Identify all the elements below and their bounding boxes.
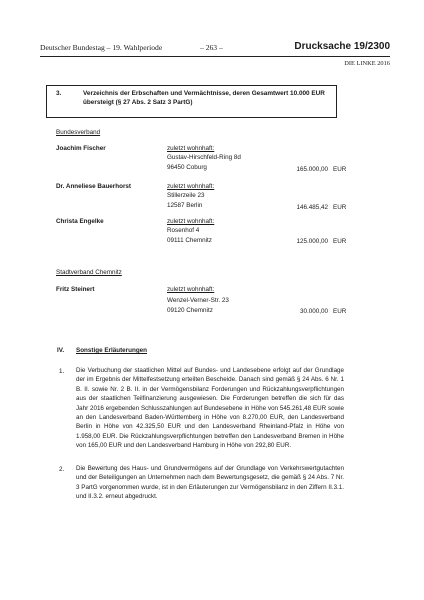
amount: 125.000,00: [296, 238, 328, 245]
group-heading-stadtverband: Stadtverband Chemnitz: [56, 269, 122, 276]
section-4-title: Sonstige Erläuterungen: [76, 347, 148, 354]
currency: EUR: [333, 204, 347, 211]
person-name: Christa Engelke: [56, 218, 104, 225]
section-4-number: IV.: [57, 347, 65, 354]
group-heading-bundesverband: Bundesverband: [56, 129, 101, 136]
paragraph-number: 2.: [59, 466, 65, 473]
section-3-title: Verzeichnis der Erbschaften und Vermächtnisse, deren Gesamtwert 10.000 EUR übersteigt (§ 27 Abs. 2 Satz 3 PartG): [83, 90, 325, 106]
paragraph-text: Die Verbuchung der staatlichen Mittel auf Bundes- und Landesebene erfolgt auf der Grundlage der im Ergebnis der Mittelfestsetzung erteilten Bescheide. Danach sind gemäß § 24 Abs. 6 Nr. 1 B. II. sowie Nr. 2 B. II. in der Vermögensbilanz Forderungen und Rückzahlungsverpflichtungen aus der staatlichen Teilfinanzierung ausgewiesen. Die Forderungen betreffen die sich für das Jahr 2016 ergebenden Schlusszahlungen auf Bundesebene in Höhe von 545.261,48 EUR sowie an den Landesverband Baden-Württemberg in Höhe von 8.270,00 EUR, den Landesverband Berlin in Höhe von 42.325,50 EUR und den Landesverband Rheinland-Pfalz in Höhe von 1.958,00 EUR. Die Rückzahlungsverpflichtungen betreffen den Landesverband Bremen in Höhe von 165,00 EUR und den Landesverband Hamburg in Höhe von 292,80 EUR.: [76, 367, 344, 450]
amount: 165.000,00: [296, 166, 328, 173]
paragraph-number: 1.: [59, 368, 65, 375]
street: Gustav-Hirschfeld-Ring 8d: [167, 154, 241, 161]
document-number: Drucksache 19/2300: [294, 41, 390, 52]
residence-label: zuletzt wohnhaft:: [167, 286, 215, 293]
residence-label: zuletzt wohnhaft:: [167, 145, 215, 152]
residence-label: zuletzt wohnhaft:: [167, 183, 215, 190]
city: 09120 Chemnitz: [167, 307, 213, 314]
section-3-number: 3.: [56, 90, 62, 97]
paragraph-text: Die Bewertung des Haus- und Grundvermögens auf der Grundlage von Verkehrswertgutachten und der Beteiligungen an Unternehmen nach dem Bewertungsgesetz, die gemäß § 24 Abs. 7 Nr. 3 PartG vorgenommen wurde, ist in den Erläuterungen zur Vermögensbilanz in den Ziffern II.3.1. und II.3.2. erneut abgedruckt.: [76, 465, 344, 501]
currency: EUR: [333, 308, 347, 315]
party-label: DIE LINKE 2016: [344, 60, 390, 67]
amount: 146.485,42: [296, 204, 328, 211]
person-name: Joachim Fischer: [56, 145, 106, 152]
city: 09111 Chemnitz: [167, 237, 212, 244]
header-rule: [40, 56, 390, 57]
amount: 30.000,00: [299, 308, 328, 315]
header-publisher: Deutscher Bundestag – 19. Wahlperiode: [40, 43, 163, 52]
street: Stillerzeile 23: [167, 192, 205, 199]
section-3-heading-box: [46, 85, 337, 118]
page-number: – 263 –: [200, 43, 223, 52]
street: Rosenhof 4: [167, 227, 200, 234]
currency: EUR: [333, 166, 347, 173]
city: 96450 Coburg: [167, 164, 207, 171]
residence-label: zuletzt wohnhaft:: [167, 218, 215, 225]
page-header: [40, 42, 390, 56]
currency: EUR: [333, 238, 347, 245]
city: 12587 Berlin: [167, 202, 203, 209]
person-name: Dr. Anneliese Bauerhorst: [56, 183, 132, 190]
street: Wenzel-Verner-Str. 23: [167, 297, 229, 304]
person-name: Fritz Steinert: [56, 286, 95, 293]
